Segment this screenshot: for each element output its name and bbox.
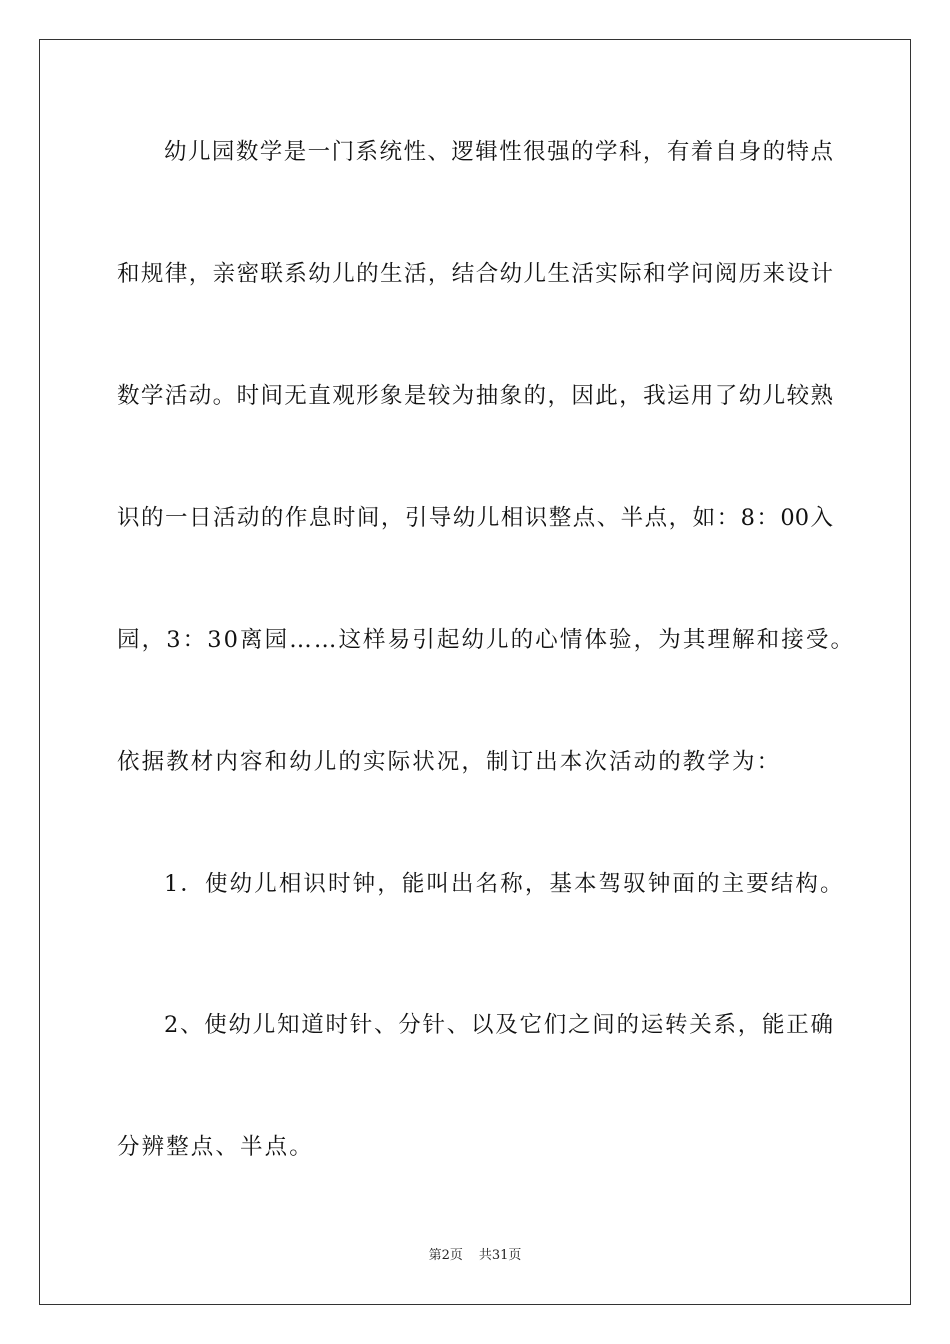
body-text-line-1: 幼儿园数学是一门系统性、逻辑性很强的学科，有着自身的特点 bbox=[164, 139, 833, 165]
page-total: 共31页 bbox=[478, 1248, 522, 1263]
list-item-1: 1．使幼儿相识时钟，能叫出名称，基本驾驭钟面的主要结构。 bbox=[164, 871, 845, 897]
body-text-line-5: 园，3：30离园……这样易引起幼儿的心情体验，为其理解和接受。 bbox=[117, 627, 856, 653]
page-footer bbox=[0, 1247, 950, 1265]
page-border bbox=[39, 39, 911, 1305]
list-item-2-continuation: 分辨整点、半点。 bbox=[117, 1134, 314, 1160]
list-item-2: 2、使幼儿知道时针、分针、以及它们之间的运转关系，能正确 bbox=[164, 1012, 833, 1038]
body-text-line-3: 数学活动。时间无直观形象是较为抽象的，因此，我运用了幼儿较熟 bbox=[117, 383, 833, 409]
body-text-line-6: 依据教材内容和幼儿的实际状况，制订出本次活动的教学为： bbox=[117, 749, 782, 775]
body-text-line-4: 识的一日活动的作息时间，引导幼儿相识整点、半点，如：8：00入 bbox=[117, 505, 833, 531]
page-number: 第2页 bbox=[428, 1248, 463, 1263]
body-text-line-2: 和规律，亲密联系幼儿的生活，结合幼儿生活实际和学问阅历来设计 bbox=[117, 261, 833, 287]
